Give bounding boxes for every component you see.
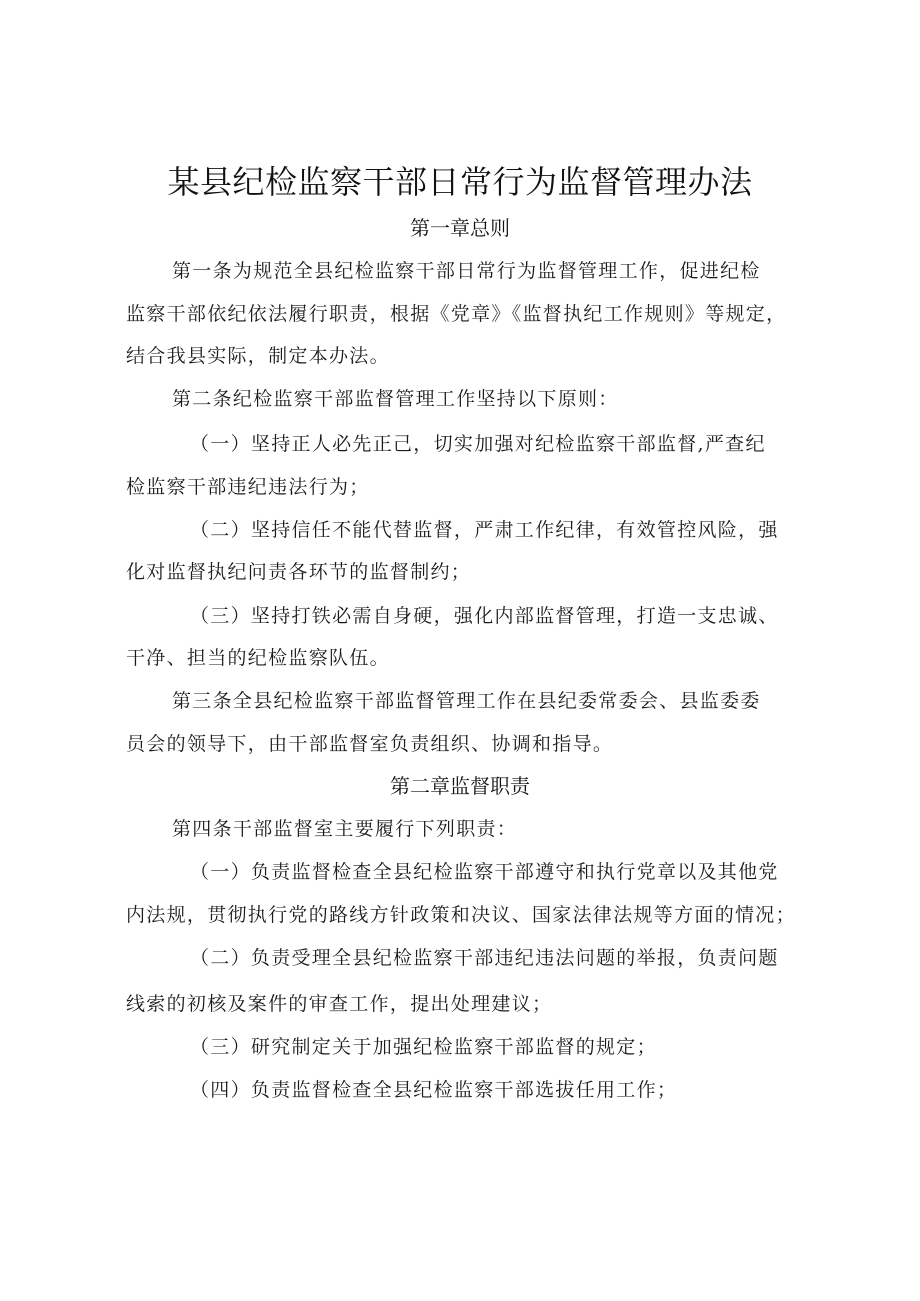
paragraph-line: 干净、担当的纪检监察队伍。 — [126, 647, 390, 669]
paragraph-line: 员会的领导下，由干部监督室负责组织、协调和指导。 — [126, 733, 614, 755]
paragraph-line: （一）负责监督检查全县纪检监察干部遵守和执行党章以及其他党 — [190, 861, 779, 883]
paragraph-line: （二）坚持信任不能代替监督，严肃工作纪律，有效管控风险，强 — [190, 519, 779, 541]
paragraph-line: 第一条为规范全县纪检监察干部日常行为监督管理工作，促进纪检 — [172, 260, 761, 282]
chapter-heading-1: 第一章总则 — [410, 216, 510, 240]
document-title: 某县纪检监察干部日常行为监督管理办法 — [167, 163, 753, 201]
chapter-heading-2: 第二章监督职责 — [390, 774, 530, 798]
paragraph-line: 第二条纪检监察干部监督管理工作坚持以下原则： — [172, 388, 619, 410]
paragraph-line: 第四条干部监督室主要履行下列职责： — [172, 818, 518, 840]
paragraph-line: 化对监督执纪问责各环节的监督制约； — [126, 561, 472, 583]
paragraph-line: （四）负责监督检查全县纪检监察干部选拔任用工作； — [190, 1079, 678, 1101]
paragraph-line: （一）坚持正人必先正己，切实加强对纪检监察干部监督,严查纪 — [190, 433, 766, 455]
paragraph-line: 内法规，贯彻执行党的路线方针政策和决议、国家法律法规等方面的情况； — [126, 904, 796, 926]
paragraph-line: 检监察干部违纪违法行为； — [126, 476, 370, 498]
paragraph-line: 结合我县实际，制定本办法。 — [126, 345, 390, 367]
paragraph-line: （三）坚持打铁必需自身硬，强化内部监督管理，打造一支忠诚、 — [190, 605, 779, 627]
paragraph-line: 第三条全县纪检监察干部监督管理工作在县纪委常委会、县监委委 — [172, 690, 761, 712]
paragraph-line: （二）负责受理全县纪检监察干部违纪违法问题的举报，负责问题 — [190, 947, 779, 969]
paragraph-line: 线索的初核及案件的审查工作，提出处理建议； — [126, 993, 553, 1015]
paragraph-line: （三）研究制定关于加强纪检监察干部监督的规定； — [190, 1036, 657, 1058]
paragraph-line: 监察干部依纪依法履行职责，根据《党章》《监督执纪工作规则》等规定， — [126, 303, 787, 325]
